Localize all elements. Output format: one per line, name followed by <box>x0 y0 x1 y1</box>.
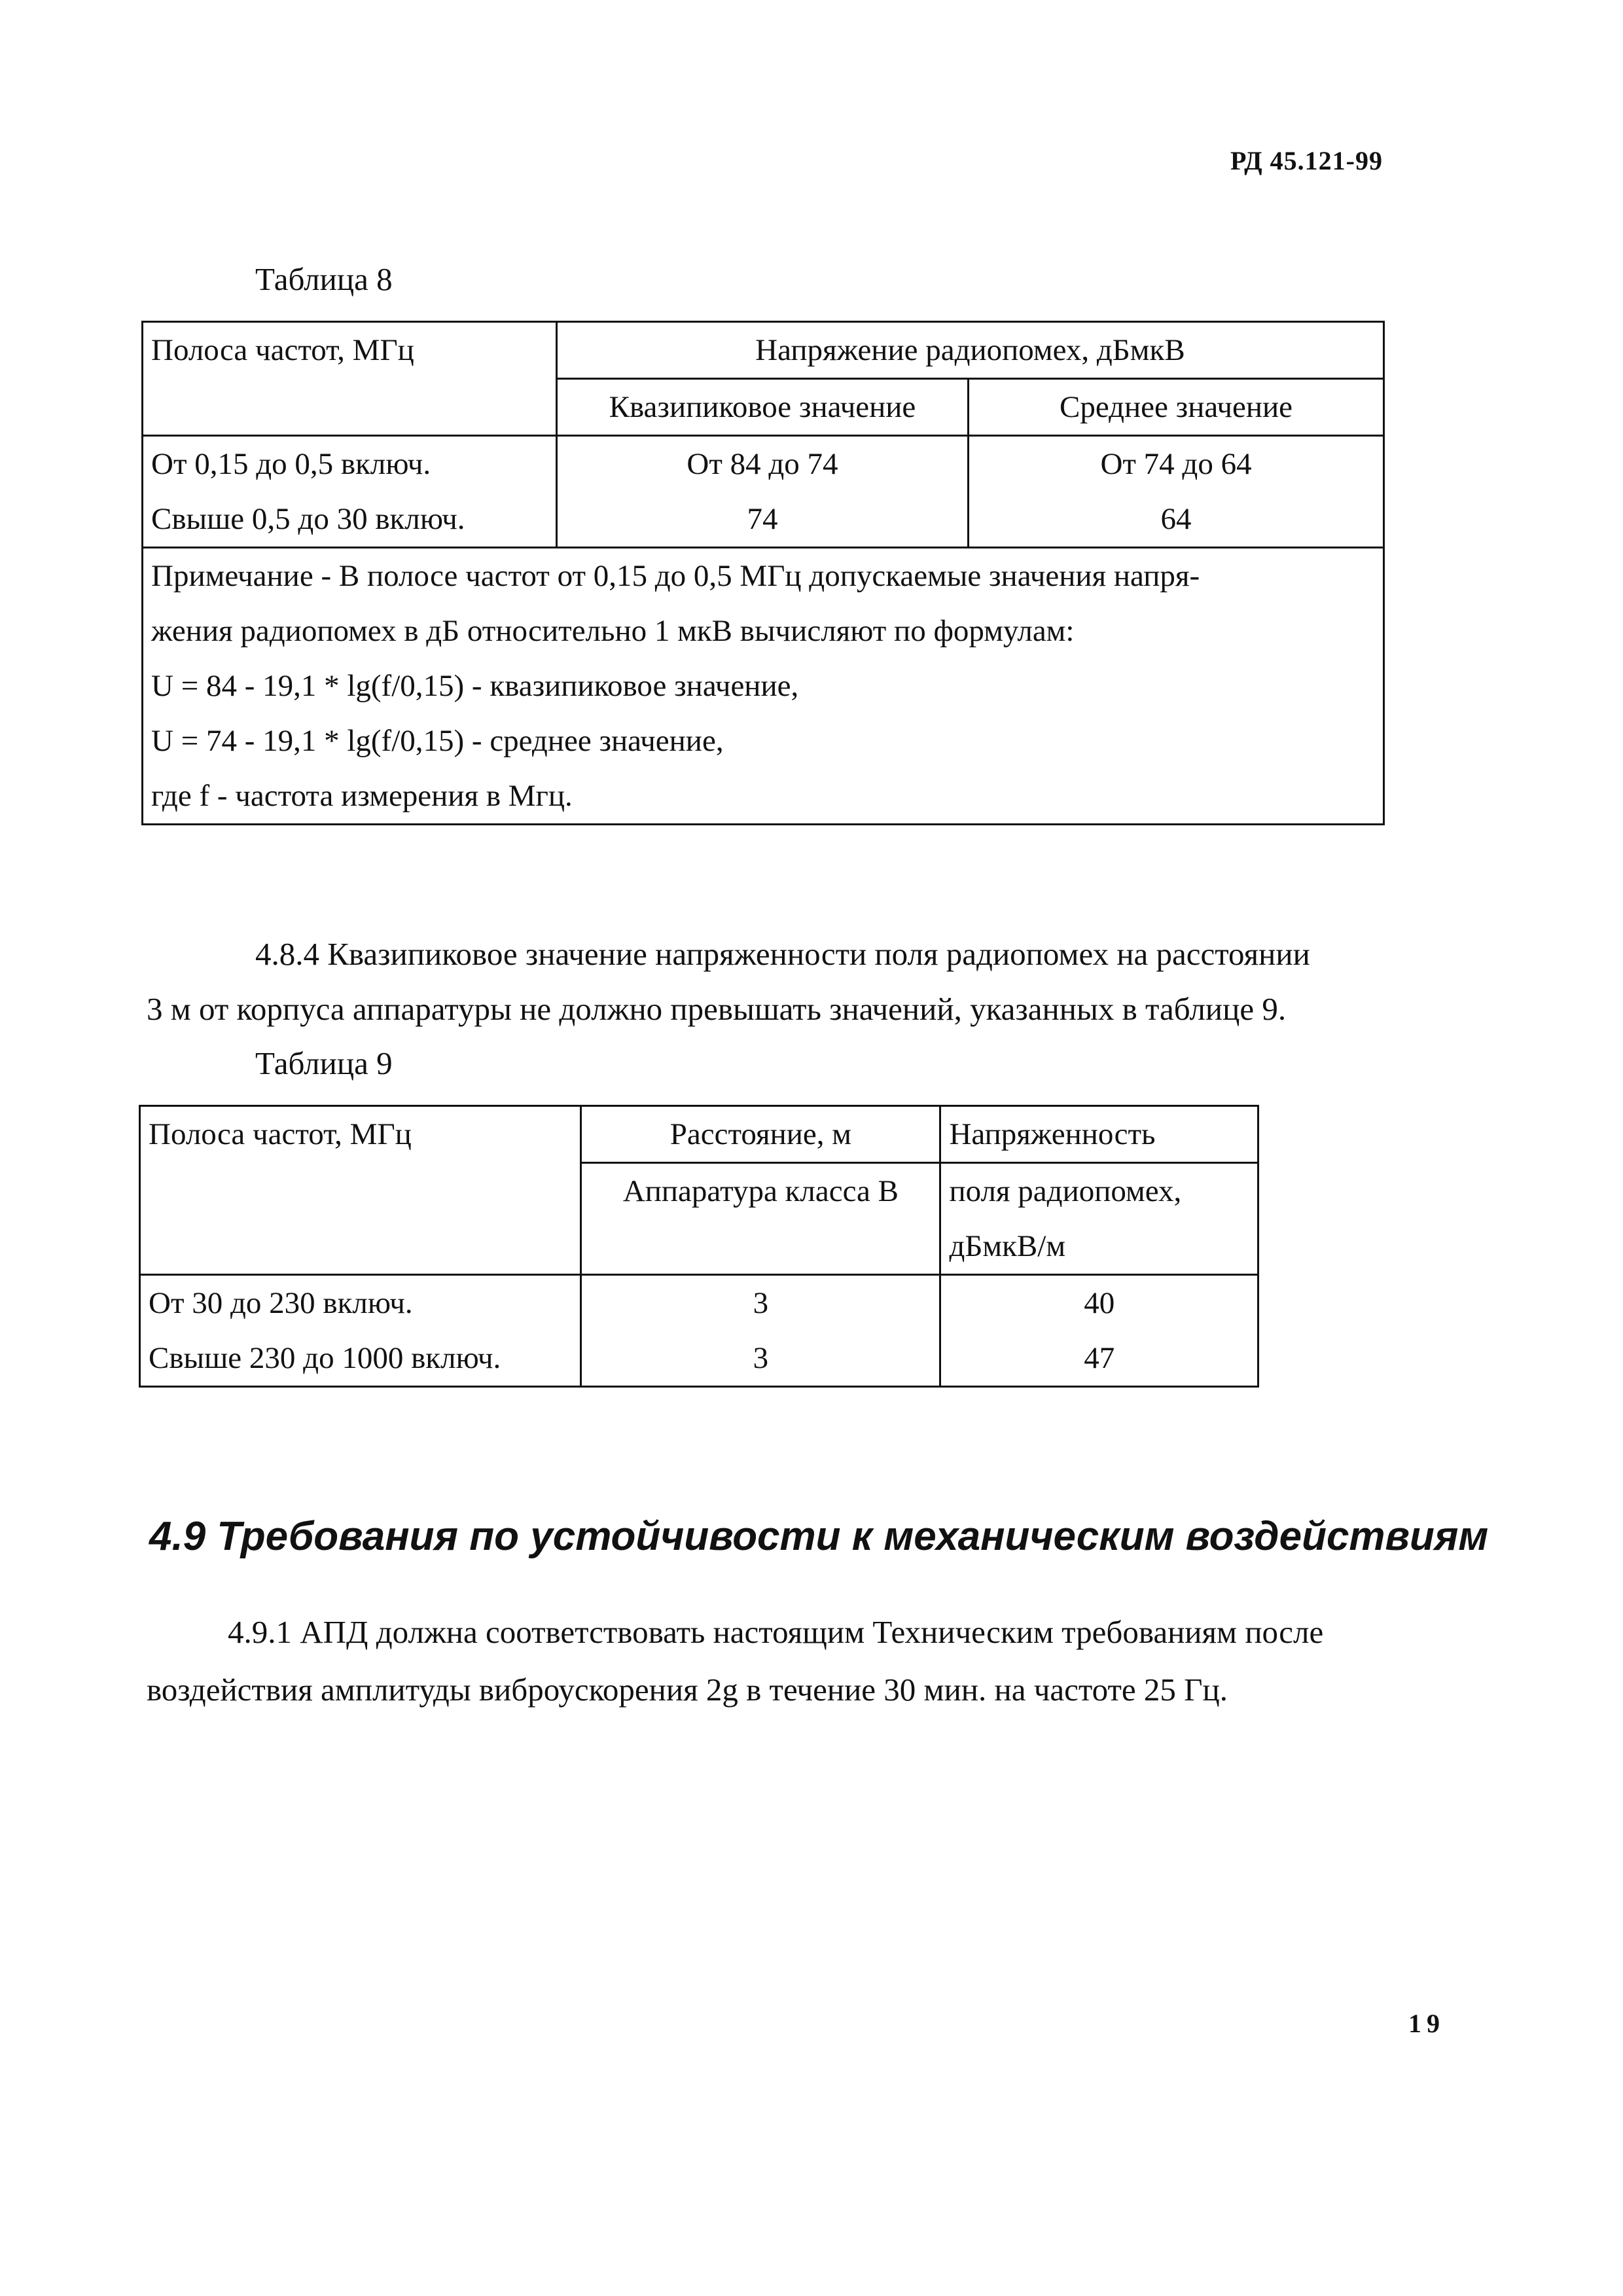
table9-cell-distance: 3 <box>581 1331 940 1387</box>
table9-header-frequency: Полоса частот, МГц <box>140 1106 581 1275</box>
table8-subheader-average: Среднее значение <box>969 379 1384 436</box>
table9-header-distance: Расстояние, м <box>581 1106 940 1163</box>
table8-cell-freq: Свыше 0,5 до 30 включ. <box>143 492 557 548</box>
table8-cell-average: От 74 до 64 <box>969 436 1384 492</box>
table-row <box>143 436 1384 492</box>
paragraph-4-8-4-line1: 4.8.4 Квазипиковое значение напряженности поля радиопомех на расстоянии <box>255 936 1310 972</box>
table-row <box>140 1331 1258 1387</box>
table8-header-voltage: Напряжение радиопомех, дБмкВ <box>556 322 1383 379</box>
table9-cell-strength: 47 <box>940 1331 1258 1387</box>
document-code: РД 45.121-99 <box>1230 146 1383 175</box>
table9-cell-freq: Свыше 230 до 1000 включ. <box>140 1331 581 1387</box>
paragraph-4-9-1-line2: воздействия амплитуды виброускорения 2g в течение 30 мин. на частоте 25 Гц. <box>147 1672 1228 1708</box>
paragraph-4-9-1-line1: 4.9.1 АПД должна соответствовать настоящим Техническим требованиям после <box>228 1614 1324 1650</box>
table9-cell-freq: От 30 до 230 включ. <box>140 1275 581 1331</box>
table9-cell-distance: 3 <box>581 1275 940 1331</box>
page-number: 19 <box>1408 2009 1445 2038</box>
table-row <box>140 1275 1258 1331</box>
table8-cell-quasi: От 84 до 74 <box>556 436 968 492</box>
table9-cell-strength: 40 <box>940 1275 1258 1331</box>
table9 <box>139 1105 1259 1388</box>
table8-note-formula-average: U = 74 - 19,1 * lg(f/0,15) - среднее значение, <box>151 724 724 758</box>
table9-strength-units: дБмкВ/м <box>949 1229 1066 1263</box>
table8-subheader-quasi: Квазипиковое значение <box>556 379 968 436</box>
table9-header-strength: Напряженность <box>940 1106 1258 1163</box>
table8-note-formula-quasi: U = 84 - 19,1 * lg(f/0,15) - квазипиковое значение, <box>151 669 799 703</box>
table8 <box>141 321 1385 825</box>
table8-note-line: жения радиопомех в дБ относительно 1 мкВ вычисляют по формулам: <box>151 614 1075 648</box>
table9-header-strength-units <box>940 1163 1258 1275</box>
table8-cell-average: 64 <box>969 492 1384 548</box>
table9-caption: Таблица 9 <box>255 1045 393 1081</box>
table8-note-line: Примечание - В полосе частот от 0,15 до 0,5 МГц допускаемые значения напря- <box>151 559 1200 593</box>
table9-subheader-class: Аппаратура класса В <box>581 1163 940 1275</box>
table8-header-frequency: Полоса частот, МГц <box>143 322 557 436</box>
table8-cell-quasi: 74 <box>556 492 968 548</box>
table8-note-line: где f - частота измерения в Мгц. <box>151 779 573 813</box>
table-row <box>143 492 1384 548</box>
table9-strength-line: поля радиопомех, <box>949 1174 1182 1208</box>
table8-cell-freq: От 0,15 до 0,5 включ. <box>143 436 557 492</box>
table8-note <box>143 548 1384 825</box>
table8-caption: Таблица 8 <box>255 261 393 297</box>
section-4-9-heading: 4.9 Требования по устойчивости к механическим воздействиям <box>149 1514 1489 1559</box>
paragraph-4-8-4-line2: 3 м от корпуса аппаратуры не должно превышать значений, указанных в таблице 9. <box>147 991 1287 1027</box>
